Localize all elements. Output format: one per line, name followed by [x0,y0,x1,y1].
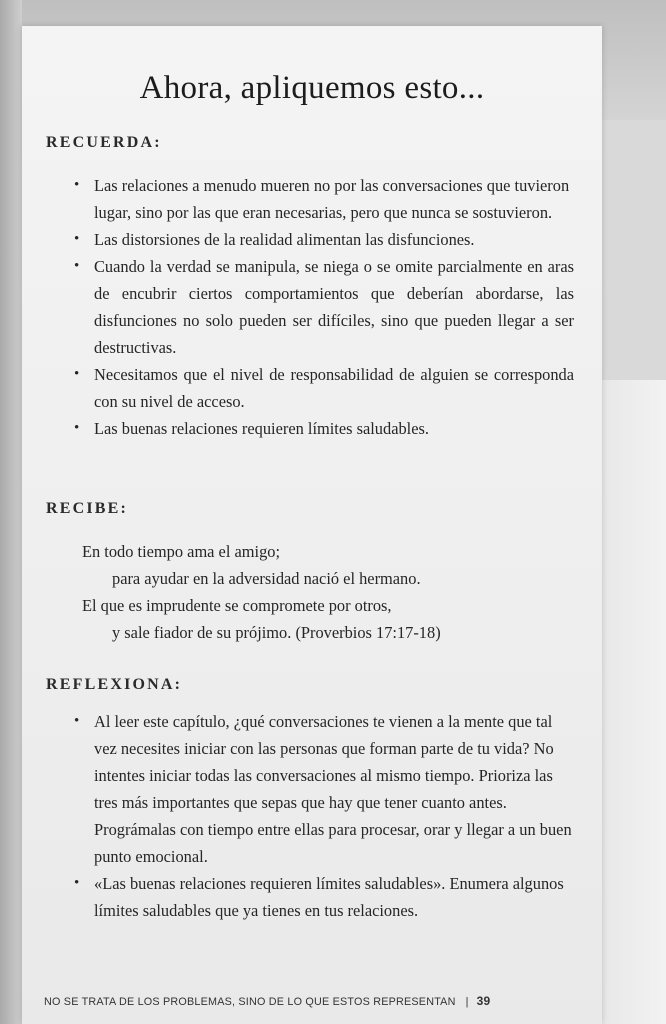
list-item [74,361,574,415]
list-item [74,708,574,870]
list-item [74,870,574,924]
verse-line: En todo tiempo ama el amigo; [82,542,281,561]
section-heading-recibe: RECIBE: [46,500,129,517]
list-item [74,226,574,253]
bullet-icon: • [74,366,80,382]
bullet-icon: • [74,713,80,729]
page-number: 39 [476,994,491,1008]
footer-separator: | [465,996,469,1008]
list-item-text: Cuando la verdad se manipula, se niega o se omite parcialmente en aras de encubrir ciertos comportamientos que deberían abordarse, las disfunciones no solo pueden ser difíciles, sino que pueden llegar a ser destructivas. [94,257,574,357]
list-item-text: Necesitamos que el nivel de responsabilidad de alguien se corresponda con su nivel de acceso. [94,365,574,411]
background-right-page [602,380,666,1024]
list-item-text: Al leer este capítulo, ¿qué conversaciones te vienen a la mente que tal vez necesites iniciar con las personas que forman parte de tu vida? No intentes iniciar todas las conversaciones al mismo tiempo. Prioriza las tres más importantes que sepas que hay que tener cuanto antes. Prográmalas con tiempo entre ellas para procesar, orar y llegar a un buen punto emocional. [94,712,572,866]
verse-line: y sale fiador de su prójimo. (Proverbios 17:17-18) [112,623,441,642]
reflexiona-list [74,708,574,924]
list-item-text: Las distorsiones de la realidad alimentan las disfunciones. [94,230,475,249]
list-item-text: Las relaciones a menudo mueren no por las conversaciones que tuvieron lugar, sino por las que eran necesarias, pero que nunca se sostuvieron. [94,176,570,222]
bullet-icon: • [74,231,80,247]
bullet-icon: • [74,177,80,193]
section-heading-reflexiona: REFLEXIONA: [46,676,183,693]
running-title: NO SE TRATA DE LOS PROBLEMAS, SINO DE LO QUE ESTOS REPRESENTAN [44,996,456,1008]
scripture-quote [82,538,552,646]
list-item-text: Las buenas relaciones requieren límites saludables. [94,419,429,438]
book-page [22,26,602,1024]
page-footer [44,994,604,1008]
background-left-shadow [0,0,22,1024]
verse-line: para ayudar en la adversidad nació el hermano. [112,569,421,588]
list-item-text: «Las buenas relaciones requieren límites saludables». Enumera algunos límites saludables que ya tienes en tus relaciones. [94,874,564,920]
list-item [74,253,574,361]
bullet-icon: • [74,258,80,274]
list-item [74,415,574,442]
recuerda-list [74,172,574,442]
verse-line: El que es imprudente se compromete por otros, [82,596,392,615]
list-item [74,172,574,226]
bullet-icon: • [74,420,80,436]
page-title: Ahora, apliquemos esto... [139,70,485,106]
bullet-icon: • [74,875,80,891]
section-heading-recuerda: RECUERDA: [46,134,162,151]
